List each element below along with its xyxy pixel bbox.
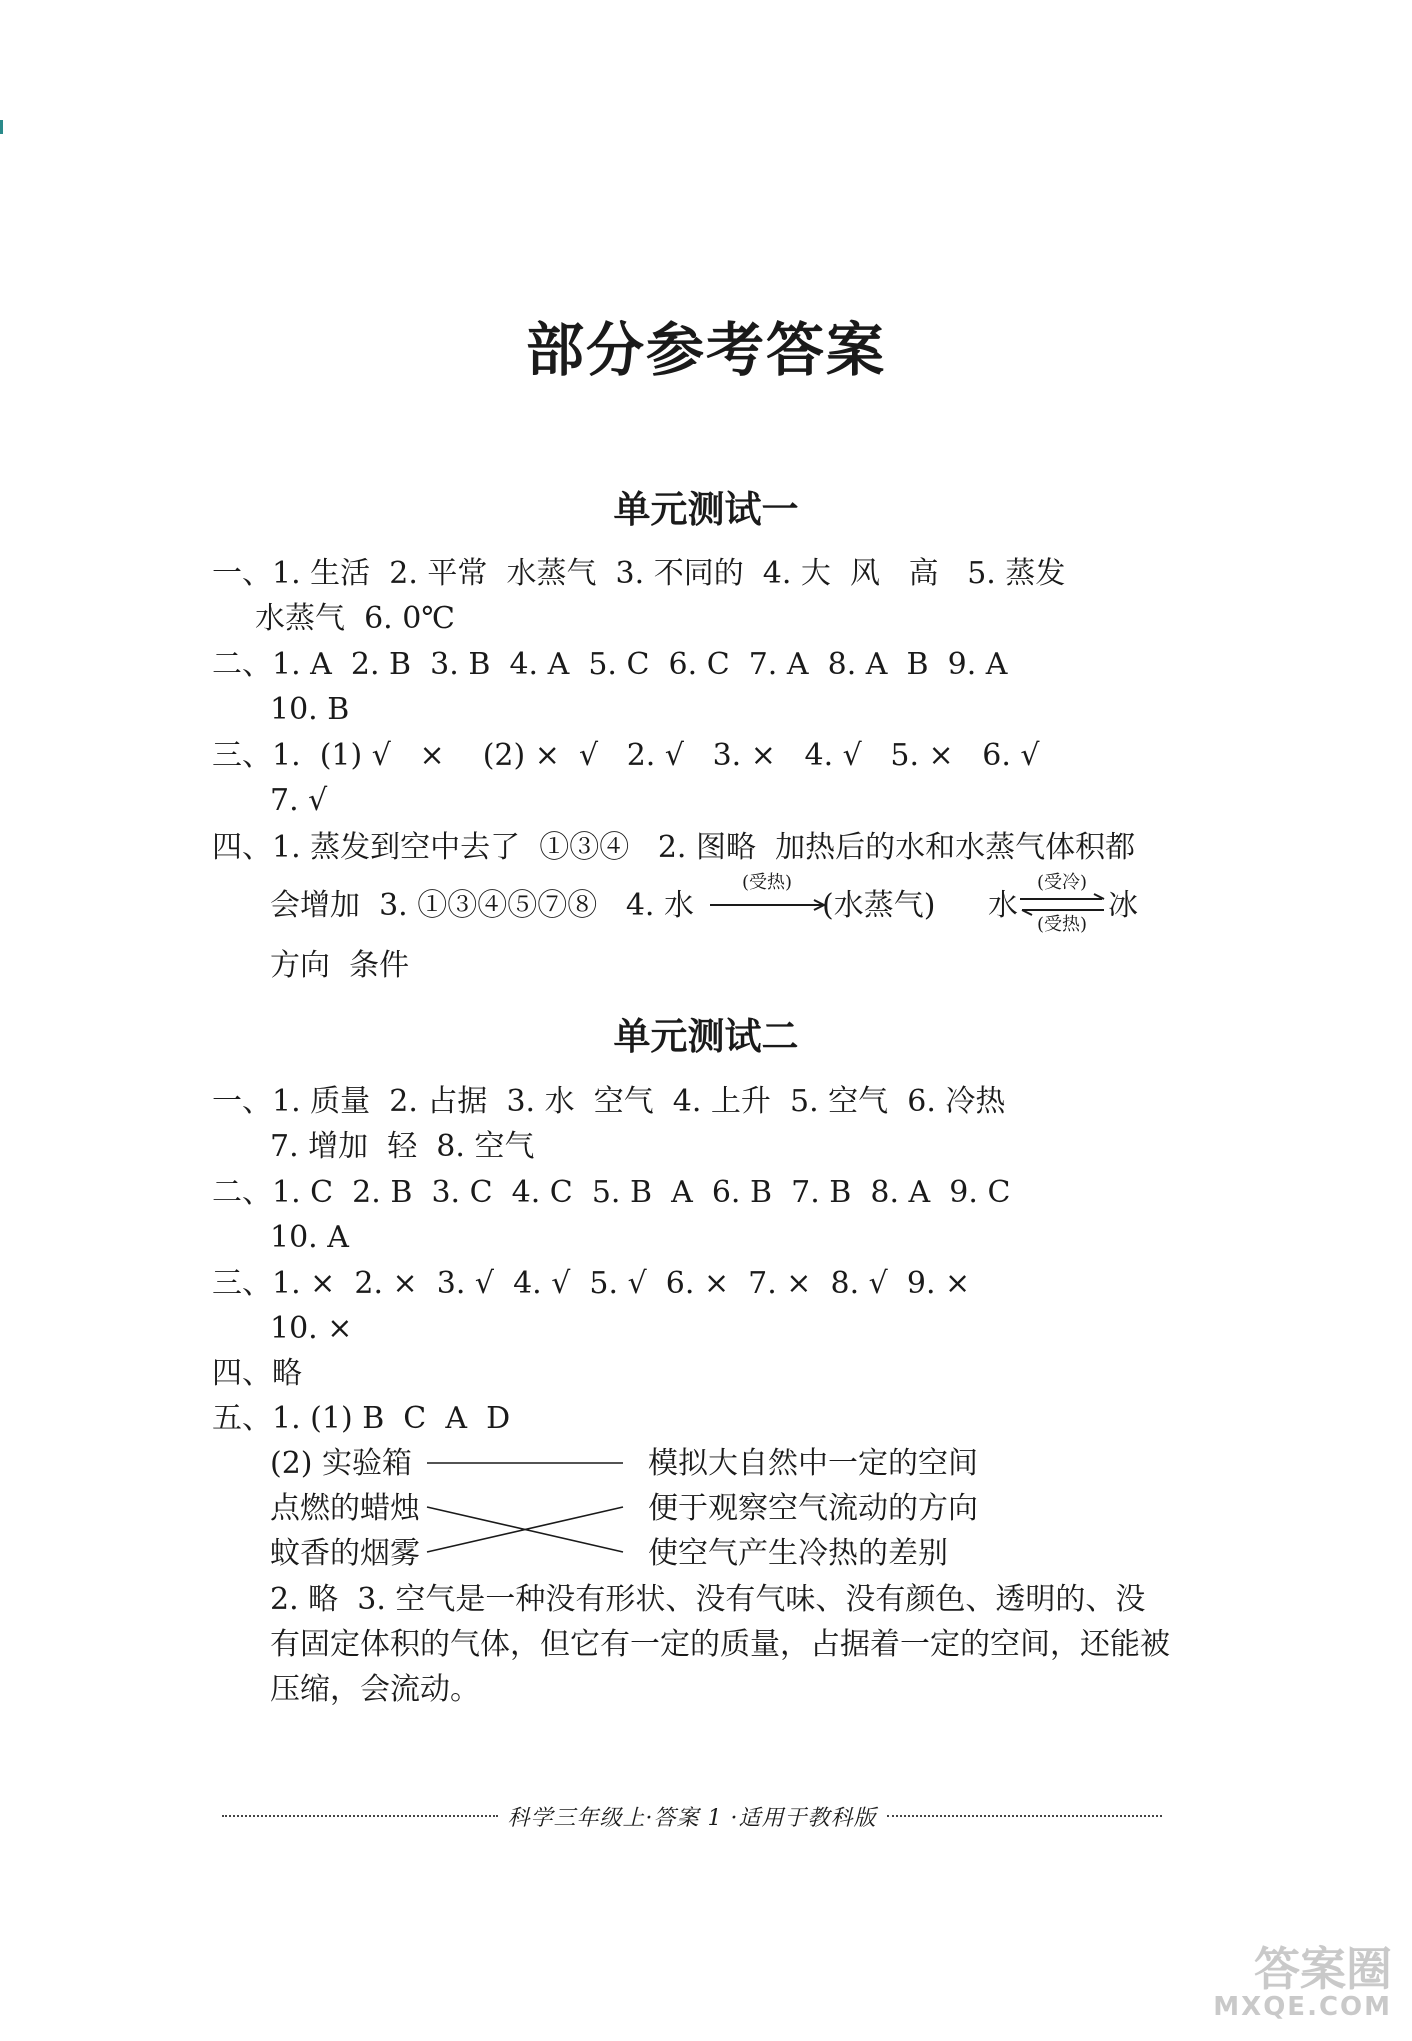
- page-title: 部分参考答案: [525, 316, 886, 384]
- right-arrow-icon: [710, 898, 828, 912]
- unit2-q5-line1: 五、1. (1) B C A D: [212, 1401, 511, 1436]
- unit2-q3-line2: 10. ×: [270, 1311, 353, 1346]
- scan-edge-mark: [0, 120, 3, 134]
- unit2-heading: 单元测试二: [613, 1014, 799, 1058]
- footer-text: 科学三年级上·答案 1 ·适用于教科版: [507, 1805, 877, 1831]
- unit2-q2-line1: 二、1. C 2. B 3. C 4. C 5. B A 6. B 7. B 8. A 9. C: [212, 1175, 1011, 1210]
- unit1-q2-line1: 二、1. A 2. B 3. B 4. A 5. C 6. C 7. A 8. A B 9. A: [212, 647, 1008, 682]
- heat-label: (受热): [741, 872, 793, 893]
- footer-right-dots: [887, 1815, 1163, 1817]
- unit1-q4-line1: 四、1. 蒸发到空中去了 ①③④ 2. 图略 加热后的水和水蒸气体积都: [212, 830, 1136, 865]
- unit1-q4-line2a: 会增加 3. ①③④⑤⑦⑧ 4. 水: [270, 888, 694, 923]
- unit1-q4-line2b: (水蒸气): [822, 888, 936, 923]
- match-left-2: 点燃的蜡烛: [270, 1491, 420, 1526]
- unit1-q1-line2: 水蒸气 6. 0℃: [255, 601, 455, 636]
- unit1-q1-line1: 一、1. 生活 2. 平常 水蒸气 3. 不同的 4. 大 风 高 5. 蒸发: [212, 556, 1066, 591]
- page-footer: [212, 1798, 1172, 1834]
- unit1-q3-line2: 7. √: [270, 783, 328, 818]
- watermark-main: 答案圈: [1254, 1942, 1392, 1996]
- match-left-1: (2) 实验箱: [270, 1446, 413, 1481]
- unit1-q4-line2c: 水: [988, 888, 1018, 923]
- unit2-q4-line1: 四、略: [212, 1356, 302, 1391]
- unit2-q5-line3: 有固定体积的气体，但它有一定的质量，占据着一定的空间，还能被: [270, 1627, 1170, 1662]
- heat-label-2: (受热): [1036, 914, 1088, 935]
- match-right-2: 便于观察空气流动的方向: [648, 1491, 978, 1526]
- cool-label: (受冷): [1036, 872, 1088, 893]
- corner-watermark: [1132, 1942, 1392, 2026]
- unit2-q1-line1: 一、1. 质量 2. 占据 3. 水 空气 4. 上升 5. 空气 6. 冷热: [212, 1084, 1006, 1119]
- match-right-1: 模拟大自然中一定的空间: [648, 1446, 978, 1481]
- unit1-q3-line1: 三、1. (1) √ × (2) × √ 2. √ 3. × 4. √ 5. × 6. √: [212, 738, 1040, 773]
- footer-left-dots: [222, 1815, 498, 1817]
- unit2-q5-line2: 2. 略 3. 空气是一种没有形状、没有气味、没有颜色、透明的、没: [270, 1582, 1146, 1617]
- unit2-q2-line2: 10. A: [270, 1220, 349, 1255]
- unit1-q4-line2d: 冰: [1108, 888, 1138, 923]
- unit1-q2-line2: 10. B: [270, 692, 350, 727]
- match-left-3: 蚊香的烟雾: [270, 1536, 420, 1571]
- unit1-heading: 单元测试一: [613, 487, 799, 531]
- unit2-q1-line2: 7. 增加 轻 8. 空气: [270, 1129, 535, 1164]
- unit2-q3-line1: 三、1. × 2. × 3. √ 4. √ 5. √ 6. × 7. × 8. √ 9. ×: [212, 1266, 971, 1301]
- unit2-q5-line4: 压缩，会流动。: [270, 1672, 480, 1707]
- matching-lines: [425, 1455, 625, 1565]
- unit1-q4-line3: 方向 条件: [270, 948, 410, 983]
- watermark-sub: MXQE.COM: [1213, 1992, 1392, 2022]
- match-right-3: 使空气产生冷热的差别: [648, 1536, 948, 1571]
